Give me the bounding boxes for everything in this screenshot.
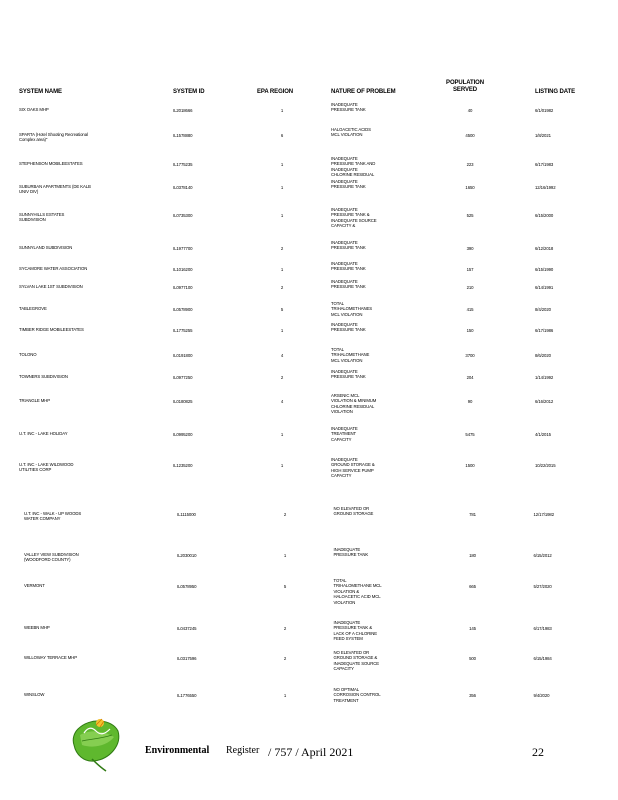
epa-region: 1 [280, 267, 284, 272]
population-served: 5475 [465, 432, 475, 437]
population-served: 781 [469, 512, 476, 517]
listing-date: 6/17/1986 [535, 328, 554, 333]
system-name: SUNNYLAND SUBDIVISION [19, 245, 73, 250]
epa-region: 2 [283, 656, 287, 661]
system-name: SIX OAKS MHP [19, 107, 49, 112]
system-id: IL0977250 [173, 375, 193, 380]
system-name: SPARTA (Hotel Shooting Recreational Complex area)" [19, 132, 88, 143]
nature-of-problem: NO ELEVATED OR GROUND STORAGE & INADEQUATE SOURCE CAPACITY [333, 650, 379, 672]
listing-date: 6/17/1983 [533, 626, 552, 631]
nature-of-problem: TOTAL TRIHALOMETHANE MCL VIOLATION [331, 347, 370, 363]
system-name: SYCAMORE WATER ASSOCIATION [19, 266, 88, 271]
epa-region: 1 [280, 213, 284, 218]
system-id: IL1578880 [173, 133, 193, 138]
system-name: SUBURBAN APARTMENTS (DE KALB UNIV DIV) [19, 184, 91, 195]
listing-date: 6/15/2012 [533, 553, 552, 558]
nature-of-problem: INADEQUATE PRESSURE TANK & LACK OF A CHLORINE FEED SYSTEM [333, 620, 378, 642]
epa-region: 1 [280, 328, 284, 333]
population-served: 4500 [465, 133, 475, 138]
epa-region: 1 [280, 463, 284, 468]
listing-date: 1/8/2021 [535, 133, 551, 138]
system-name: U.T. INC - WALK - UP WOODS WATER COMPANY [24, 511, 82, 522]
system-id: IL0977100 [173, 285, 193, 290]
epa-region: 1 [280, 185, 284, 190]
epa-region: 1 [280, 432, 284, 437]
nature-of-problem: INADEQUATE GROUND STORAGE & HIGH SERVICE PUMP CAPACITY [331, 457, 375, 479]
system-name: U.T. INC - LAKE WILDWOOD UTILITIES CORP [19, 462, 74, 473]
system-name: WINSLOW [24, 692, 45, 697]
listing-date: 6/15/1990 [535, 267, 554, 272]
population-served: 157 [466, 267, 474, 272]
epa-region: 1 [283, 553, 287, 558]
nature-of-problem: INADEQUATE PRESSURE TANK AND INADEQUATE CHLORINE RESIDUAL [331, 156, 376, 178]
population-served: 210 [466, 285, 474, 290]
listing-date: 6/15/1984 [533, 656, 552, 661]
epa-region: 5 [280, 307, 284, 312]
listing-date: 6/1/01982 [535, 108, 554, 113]
header-epa-region: EPA REGION [257, 89, 294, 95]
population-served: 1650 [465, 185, 475, 190]
system-id: IL2018666 [173, 108, 193, 113]
header-system-id: SYSTEM ID [173, 89, 205, 95]
nature-of-problem: INADEQUATE PRESSURE TANK [331, 240, 366, 251]
header-population-served: POPULATION SERVED [446, 80, 484, 93]
system-name: TABLEGROVE [19, 306, 47, 311]
population-served: 3700 [465, 353, 475, 358]
epa-region: 2 [280, 285, 284, 290]
epa-region: 4 [280, 399, 284, 404]
header-nature-of-problem: NATURE OF PROBLEM [331, 89, 396, 95]
nature-of-problem: HALOACETIC ACIDS MCL VIOLATION [331, 127, 371, 138]
listing-date: 8/6/2020 [535, 353, 551, 358]
system-id: IL0735300 [173, 213, 193, 218]
footer-register: Register [226, 745, 260, 756]
listing-date: 6/14/1991 [535, 285, 554, 290]
listing-date: 6/17/1983 [535, 162, 554, 167]
system-name: TRIANGLE MHP [19, 398, 51, 403]
epa-region: 6 [280, 133, 284, 138]
system-id: IL0578900 [173, 307, 193, 312]
listing-date: 6/16/2012 [535, 399, 554, 404]
population-served: 90 [467, 399, 473, 404]
population-served: 665 [469, 584, 476, 589]
system-id: IL0317596 [177, 656, 197, 661]
nature-of-problem: INADEQUATE PRESSURE TANK [331, 102, 366, 113]
system-id: IL1016200 [173, 267, 193, 272]
system-name: TIMBER RIDGE MOBILEESTATES [19, 327, 84, 332]
system-name: WILLOWAY TERRACE MHP [24, 655, 77, 660]
system-name: U.T. INC - LAKE HOLIDAY [19, 431, 68, 436]
listing-date: 12/17/1982 [533, 512, 555, 517]
listing-date: 4/1/2015 [535, 432, 551, 437]
leaf-logo-icon [70, 715, 122, 773]
epa-region: 2 [283, 626, 287, 631]
nature-of-problem: INADEQUATE PRESSURE TANK [333, 547, 369, 558]
system-id: IL1776550 [177, 693, 197, 698]
listing-date: 5/27/2020 [533, 584, 552, 589]
population-served: 150 [466, 328, 474, 333]
system-name: STEPHENSON MOBILEESTATES [19, 161, 83, 166]
population-served: 1500 [465, 463, 475, 468]
nature-of-problem: INADEQUATE PRESSURE TANK [331, 369, 366, 380]
footer-publication: Environmental [145, 745, 210, 756]
nature-of-problem: TOTAL TRIHALOMETHANES MCL VIOLATION [331, 301, 372, 317]
nature-of-problem: NO OPTIMAL CORROSION CONTROL TREATMENT [333, 687, 381, 703]
population-served: 415 [466, 307, 474, 312]
epa-region: 5 [283, 584, 287, 589]
nature-of-problem: INADEQUATE TREATMENT CAPACITY [331, 426, 358, 442]
system-id: IL0578950 [177, 584, 197, 589]
system-name: VALLEY VIEW SUBDIVISION (WOODFORD COUNTY) [24, 552, 79, 563]
nature-of-problem: INADEQUATE PRESSURE TANK [331, 279, 366, 290]
listing-date: 10/22/2015 [535, 463, 556, 468]
system-id: IL2030010 [177, 553, 197, 558]
footer-issue: / 757 / April 2021 [268, 745, 354, 759]
system-name: WEEBN MHP [24, 625, 50, 630]
listing-date: 9/4/2020 [533, 693, 550, 698]
listing-date: 1/14/1992 [535, 375, 554, 380]
system-id: IL1775235 [173, 162, 193, 167]
system-id: IL1235200 [173, 463, 193, 468]
nature-of-problem: NO ELEVATED OR GROUND STORAGE [333, 506, 374, 517]
listing-date: 8/4/2020 [535, 307, 551, 312]
population-served: 145 [469, 626, 476, 631]
population-served: 525 [466, 213, 474, 218]
nature-of-problem: INADEQUATE PRESSURE TANK & INADEQUATE SOURCE CAPACITY & [331, 207, 377, 229]
system-name: SUNNYHILLS ESTATES SUBDIVISION [19, 212, 65, 223]
system-id: IL0180825 [173, 399, 193, 404]
system-id: IL1775255 [173, 328, 193, 333]
system-id: IL0995200 [173, 432, 193, 437]
system-name: VERMONT [24, 583, 45, 588]
nature-of-problem: INADEQUATE PRESSURE TANK [331, 179, 366, 190]
population-served: 223 [466, 162, 474, 167]
epa-region: 2 [280, 246, 284, 251]
population-served: 40 [467, 108, 473, 113]
nature-of-problem: INADEQUATE PRESSURE TANK [331, 261, 366, 272]
system-id: IL1977700 [173, 246, 193, 251]
epa-region: 1 [280, 162, 284, 167]
listing-date: 12/16/1992 [535, 185, 556, 190]
system-id: IL0437245 [177, 626, 197, 631]
nature-of-problem: ARSENIC MCL VIOLATION & MINIMUM CHLORINE RESIDUAL VIOLATION [331, 393, 377, 415]
epa-region: 2 [283, 512, 287, 517]
epa-region: 1 [283, 693, 287, 698]
system-name: SYLVAN LAKE 1ST SUBDIVISION [19, 284, 83, 289]
system-id: IL0191800 [173, 353, 193, 358]
system-id: IL0378140 [173, 185, 193, 190]
header-listing-date: LISTING DATE [535, 89, 576, 95]
population-served: 500 [469, 656, 476, 661]
listing-date: 6/12/2018 [535, 246, 554, 251]
system-id: IL1115000 [177, 512, 196, 517]
footer-page-number: 22 [532, 745, 544, 759]
header-system-name: SYSTEM NAME [19, 89, 62, 95]
nature-of-problem: INADEQUATE PRESSURE TANK [331, 322, 366, 333]
nature-of-problem: TOTAL TRIHALOMETHANE MCL VIOLATION & HALOACETIC ACID MCL VIOLATION [333, 578, 382, 605]
system-name: TOWNERS SUBDIVISION [19, 374, 68, 379]
epa-region: 1 [280, 108, 284, 113]
population-served: 204 [466, 375, 474, 380]
listing-date: 6/15/2000 [535, 213, 554, 218]
population-served: 356 [469, 693, 476, 698]
epa-region: 2 [280, 375, 284, 380]
population-served: 390 [466, 246, 474, 251]
epa-region: 4 [280, 353, 284, 358]
population-served: 180 [469, 553, 476, 558]
system-name: TOLONO [19, 352, 37, 357]
